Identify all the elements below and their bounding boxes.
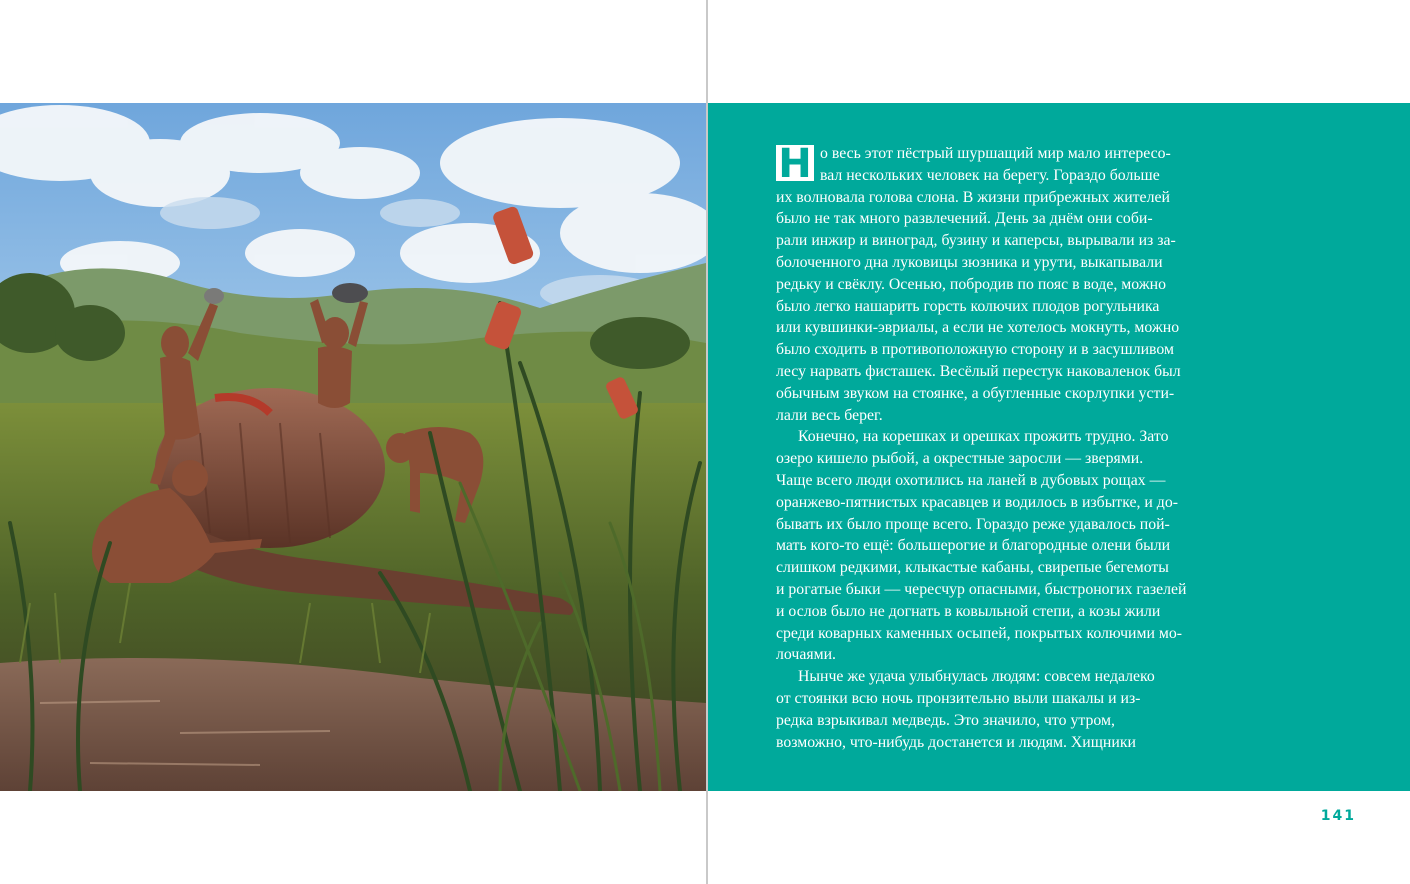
text-line: обычным звуком на стоянке, а обугленные скорлупки усти- [776, 384, 1175, 402]
text-line: Нынче же удача улыбнулась людям: совсем недалеко [798, 668, 1155, 686]
text-line: лесу нарвать фисташек. Весёлый перестук наковаленок был [776, 362, 1181, 380]
text-line: Конечно, на корешках и орешках прожить трудно. Зато [798, 428, 1169, 446]
text-line: слишком редкими, клыкастые кабаны, свирепые бегемоты [776, 559, 1169, 577]
text-line: было сходить в противоположную сторону и в засушливом [776, 341, 1174, 359]
text-panel [708, 103, 1410, 791]
text-line: о весь этот пёстрый шуршащий мир мало интересо- [820, 145, 1171, 162]
text-line: от стоянки всю ночь пронзительно выли шакалы и из- [776, 689, 1141, 707]
illustration [0, 103, 706, 791]
text-line: возможно, что-нибудь достанется и людям. Хищники [776, 733, 1136, 751]
text-line: рали инжир и виноград, бузину и каперсы, вырывали из за- [776, 232, 1176, 250]
text-line: их волновала голова слона. В жизни прибрежных жителей [776, 188, 1170, 206]
text-line: редьку и свёклу. Осенью, побродив по пояс в воде, можно [776, 275, 1167, 293]
paragraph [776, 666, 1246, 753]
text-line: или кувшинки-эвриалы, а если не хотелось мокнуть, можно [776, 319, 1180, 337]
text-line: вал нескольких человек на берегу. Гораздо больше [820, 166, 1160, 184]
text-line: и рогатые быки — чересчур опасными, быстроногих газелей [776, 580, 1187, 598]
text-line: бывать их было проще всего. Гораздо реже удавалось пой- [776, 515, 1170, 533]
page-number: 141 [1320, 808, 1356, 824]
paragraph [776, 426, 1246, 666]
body-text [776, 143, 1246, 753]
text-line: было не так много развлечений. День за днём они соби- [776, 210, 1153, 228]
text-line: лочаями. [776, 646, 836, 664]
text-line: Чаще всего люди охотились на ланей в дубовых рощах — [776, 471, 1166, 489]
text-line: озеро кишело рыбой, а окрестные заросли — зверями. [776, 450, 1144, 468]
text-line: и ослов было не догнать в ковыльной степи, а козы жили [776, 602, 1161, 620]
text-line: было легко нашарить горсть колючих плодов рогульника [776, 297, 1160, 315]
text-line: лали весь берег. [776, 406, 883, 424]
text-line: мать кого-то ещё: большерогие и благородные олени были [776, 537, 1171, 555]
text-line: среди коварных каменных осыпей, покрытых колючими мо- [776, 624, 1183, 642]
text-line: редка взрыкивал медведь. Это значило, что утром, [776, 711, 1115, 729]
illustration-art [0, 103, 706, 791]
drop-cap: Н [776, 145, 814, 181]
right-page [708, 0, 1410, 884]
text-line: болоченного дна луковицы зюзника и урути, выкапывали [776, 253, 1163, 271]
paragraph [776, 143, 1246, 426]
text-line: оранжево-пятнистых красавцев и водилось в избытке, и до- [776, 493, 1179, 511]
